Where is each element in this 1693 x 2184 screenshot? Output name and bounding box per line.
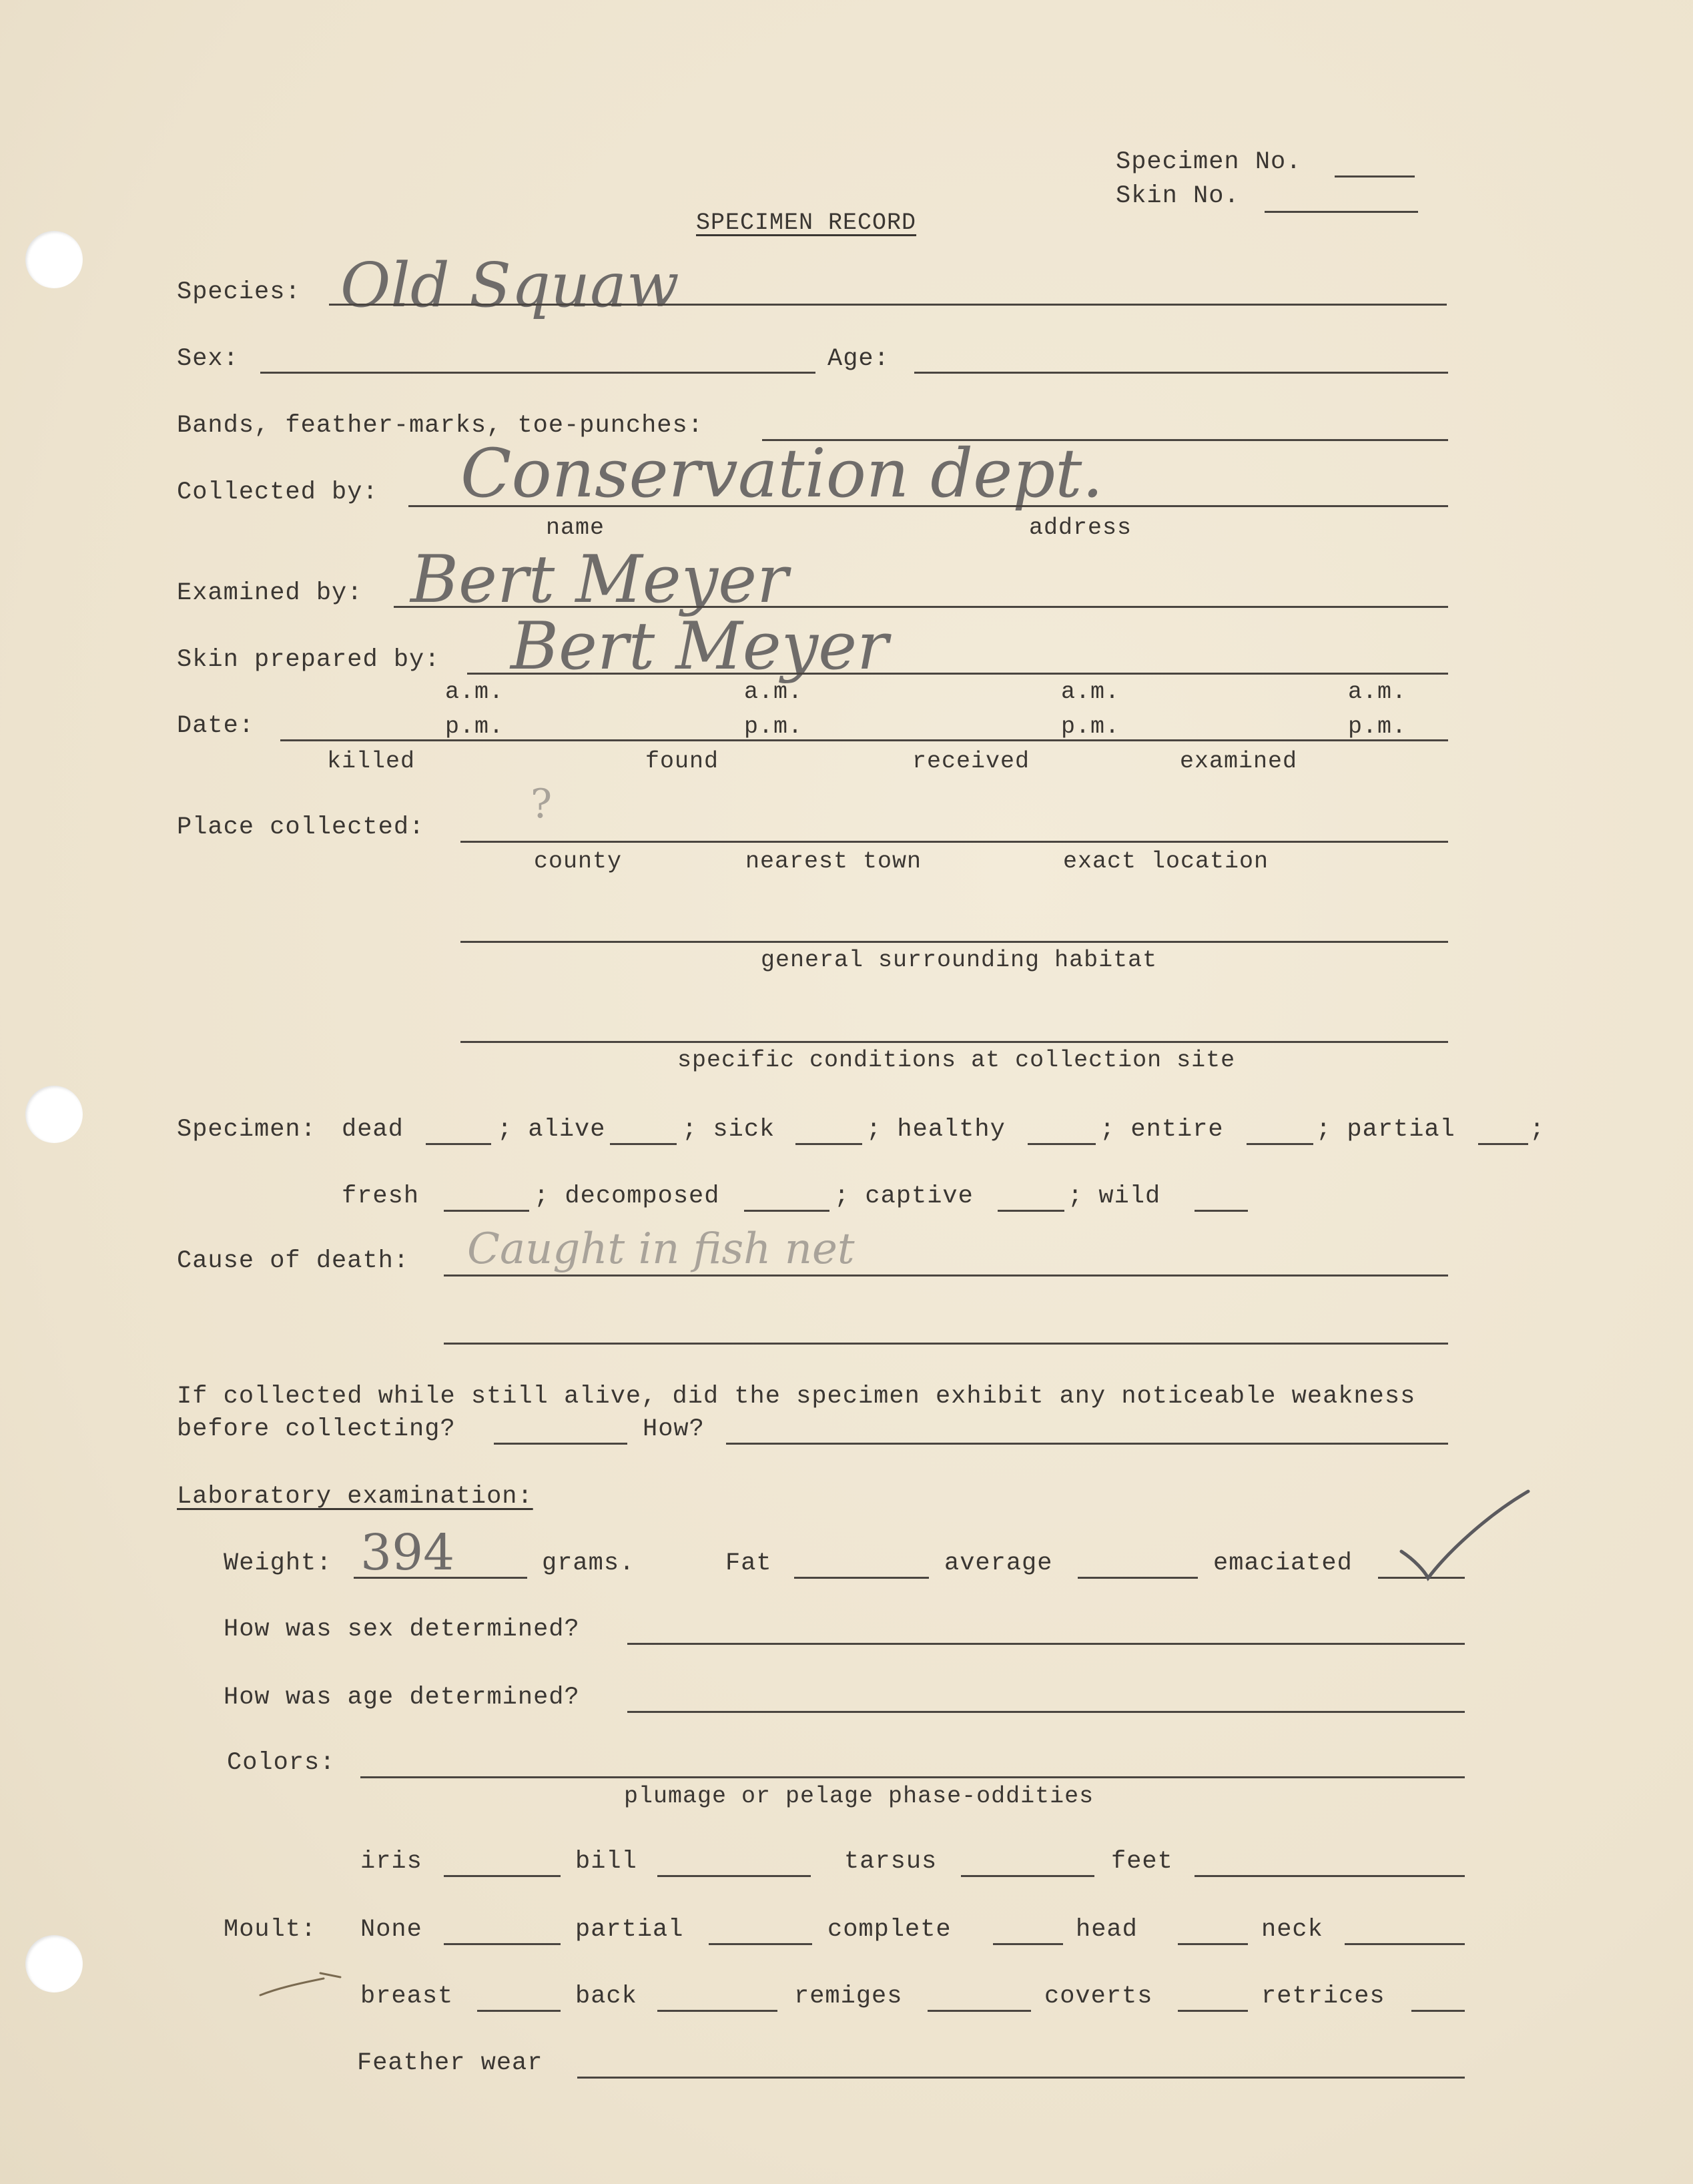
moult-coverts: coverts bbox=[1044, 1982, 1153, 2011]
date-line[interactable] bbox=[280, 739, 1448, 741]
moult-partial-blank[interactable] bbox=[709, 1943, 812, 1945]
sick-blank[interactable] bbox=[795, 1143, 862, 1145]
weight-label: Weight: bbox=[224, 1549, 332, 1577]
emaciated-label: emaciated bbox=[1213, 1549, 1353, 1577]
pencil-tick-icon bbox=[257, 1965, 344, 2005]
age-label: Age: bbox=[827, 345, 890, 373]
specimen-no-line[interactable] bbox=[1335, 175, 1415, 177]
healthy-blank[interactable] bbox=[1028, 1143, 1096, 1145]
sex-determined-line[interactable] bbox=[627, 1643, 1465, 1645]
head-blank[interactable] bbox=[1178, 1943, 1248, 1945]
colors-line[interactable] bbox=[360, 1776, 1465, 1778]
conditions-line[interactable] bbox=[460, 1041, 1448, 1043]
retrices-blank[interactable] bbox=[1411, 2010, 1465, 2012]
moult-head: head bbox=[1076, 1916, 1138, 1944]
place-collected-value: ? bbox=[531, 781, 553, 827]
sex-line[interactable] bbox=[260, 372, 815, 374]
weight-line[interactable] bbox=[354, 1577, 527, 1579]
how-label: How? bbox=[643, 1415, 705, 1443]
specimen-option-healthy: ; healthy bbox=[866, 1116, 1006, 1144]
moult-remiges: remiges bbox=[794, 1982, 903, 2011]
remiges-blank[interactable] bbox=[928, 2010, 1031, 2012]
color-part-bill: bill bbox=[575, 1848, 637, 1876]
conditions-caption: specific conditions at collection site bbox=[677, 1047, 1236, 1074]
collected-by-value: Conservation dept. bbox=[460, 434, 1104, 512]
feet-blank[interactable] bbox=[1195, 1875, 1465, 1877]
moult-retrices: retrices bbox=[1261, 1982, 1385, 2011]
fat-label: Fat bbox=[725, 1549, 772, 1577]
moult-label: Moult: bbox=[224, 1916, 317, 1944]
how-line[interactable] bbox=[726, 1443, 1448, 1445]
specimen-option-dead: dead bbox=[342, 1116, 404, 1144]
examined-by-value: Bert Meyer bbox=[410, 542, 788, 618]
specimen-option-captive: ; captive bbox=[834, 1182, 974, 1210]
collected-by-label: Collected by: bbox=[177, 478, 378, 506]
habitat-caption: general surrounding habitat bbox=[761, 947, 1158, 974]
color-part-tarsus: tarsus bbox=[844, 1848, 938, 1876]
neck-blank[interactable] bbox=[1345, 1943, 1465, 1945]
date-pm-2: p.m. bbox=[744, 713, 803, 740]
color-part-feet: feet bbox=[1111, 1848, 1173, 1876]
skin-no-label: Skin No. bbox=[1116, 182, 1240, 210]
date-caption-received: received bbox=[912, 748, 1030, 775]
feather-wear-label: Feather wear bbox=[357, 2049, 543, 2077]
moult-breast: breast bbox=[360, 1982, 454, 2011]
entire-blank[interactable] bbox=[1247, 1143, 1313, 1145]
complete-blank[interactable] bbox=[993, 1943, 1063, 1945]
date-caption-killed: killed bbox=[327, 748, 416, 775]
cause-of-death-line[interactable] bbox=[444, 1275, 1448, 1277]
date-pm-3: p.m. bbox=[1061, 713, 1120, 740]
date-caption-examined: examined bbox=[1180, 748, 1298, 775]
sex-label: Sex: bbox=[177, 345, 239, 373]
specimen-option-wild: ; wild bbox=[1068, 1182, 1161, 1210]
age-line[interactable] bbox=[914, 372, 1448, 374]
weight-value: 394 bbox=[360, 1524, 455, 1581]
colors-label: Colors: bbox=[227, 1749, 336, 1777]
age-determined-label: How was age determined? bbox=[224, 1684, 580, 1712]
specimen-option-decomposed: ; decomposed bbox=[534, 1182, 720, 1210]
moult-back: back bbox=[575, 1982, 637, 2011]
examined-by-label: Examined by: bbox=[177, 579, 363, 607]
date-am-3: a.m. bbox=[1061, 679, 1120, 705]
species-label: Species: bbox=[177, 278, 301, 306]
alive-question-line2: before collecting? bbox=[177, 1415, 456, 1443]
date-am-2: a.m. bbox=[744, 679, 803, 705]
moult-partial: partial bbox=[575, 1916, 684, 1944]
cause-of-death-label: Cause of death: bbox=[177, 1247, 410, 1275]
breast-blank[interactable] bbox=[477, 2010, 561, 2012]
skin-no-line[interactable] bbox=[1265, 211, 1418, 213]
name-caption: name bbox=[546, 514, 605, 541]
place-caption-exact-location: exact location bbox=[1063, 848, 1269, 875]
bands-label: Bands, feather-marks, toe-punches: bbox=[177, 412, 703, 440]
fat-blank[interactable] bbox=[794, 1577, 929, 1579]
partial-blank[interactable] bbox=[1478, 1143, 1528, 1145]
skin-prepared-label: Skin prepared by: bbox=[177, 646, 440, 674]
bill-blank[interactable] bbox=[657, 1875, 811, 1877]
alive-blank[interactable] bbox=[610, 1143, 677, 1145]
binder-hole-top bbox=[25, 231, 83, 288]
specimen-option-partial: ; partial bbox=[1316, 1116, 1455, 1144]
date-pm-1: p.m. bbox=[445, 713, 504, 740]
cause-of-death-line-2[interactable] bbox=[444, 1343, 1448, 1345]
coverts-blank[interactable] bbox=[1178, 2010, 1248, 2012]
feather-wear-line[interactable] bbox=[577, 2077, 1465, 2079]
alive-question-line1: If collected while still alive, did the specimen exhibit any noticeable weakness bbox=[177, 1383, 1416, 1411]
species-value: Old Squaw bbox=[340, 250, 679, 321]
plumage-caption: plumage or pelage phase-oddities bbox=[624, 1783, 1094, 1810]
partial-semicolon: ; bbox=[1530, 1116, 1546, 1144]
date-caption-found: found bbox=[645, 748, 719, 775]
sex-determined-label: How was sex determined? bbox=[224, 1615, 580, 1644]
species-line[interactable] bbox=[329, 304, 1447, 306]
address-caption: address bbox=[1029, 514, 1132, 541]
iris-blank[interactable] bbox=[444, 1875, 561, 1877]
date-label: Date: bbox=[177, 712, 255, 740]
tarsus-blank[interactable] bbox=[961, 1875, 1094, 1877]
captive-blank[interactable] bbox=[998, 1210, 1064, 1212]
page-title: SPECIMEN RECORD bbox=[696, 210, 917, 236]
specimen-option-fresh: fresh bbox=[342, 1182, 420, 1210]
lab-heading: Laboratory examination: bbox=[177, 1483, 533, 1511]
specimen-label: Specimen: bbox=[177, 1116, 316, 1144]
date-pm-4: p.m. bbox=[1348, 713, 1407, 740]
skin-prepared-value: Bert Meyer bbox=[511, 609, 888, 685]
cause-of-death-value: Caught in fish net bbox=[467, 1224, 855, 1274]
date-am-4: a.m. bbox=[1348, 679, 1407, 705]
specimen-option-sick: ; sick bbox=[682, 1116, 775, 1144]
binder-hole-bottom bbox=[25, 1935, 83, 1992]
dead-blank[interactable] bbox=[426, 1143, 491, 1145]
habitat-line[interactable] bbox=[460, 941, 1448, 943]
specimen-no-label: Specimen No. bbox=[1116, 148, 1302, 176]
weakness-blank[interactable] bbox=[494, 1443, 627, 1445]
date-am-1: a.m. bbox=[445, 679, 504, 705]
moult-none: None bbox=[360, 1916, 422, 1944]
skin-prepared-line[interactable] bbox=[467, 673, 1448, 675]
fresh-blank[interactable] bbox=[444, 1210, 529, 1212]
place-caption-nearest-town: nearest town bbox=[745, 848, 922, 875]
grams-label: grams. bbox=[542, 1549, 635, 1577]
average-blank[interactable] bbox=[1078, 1577, 1198, 1579]
moult-neck: neck bbox=[1261, 1916, 1323, 1944]
binder-hole-middle bbox=[25, 1086, 83, 1143]
none-blank[interactable] bbox=[444, 1943, 561, 1945]
checkmark-icon bbox=[1388, 1481, 1535, 1588]
collected-by-line[interactable] bbox=[408, 505, 1448, 507]
moult-complete: complete bbox=[827, 1916, 952, 1944]
wild-blank[interactable] bbox=[1195, 1210, 1248, 1212]
place-caption-county: county bbox=[534, 848, 623, 875]
back-blank[interactable] bbox=[657, 2010, 777, 2012]
specimen-option-alive: ; alive bbox=[497, 1116, 606, 1144]
examined-by-line[interactable] bbox=[394, 606, 1448, 608]
decomposed-blank[interactable] bbox=[744, 1210, 829, 1212]
place-collected-line[interactable] bbox=[460, 841, 1448, 843]
color-part-iris: iris bbox=[360, 1848, 422, 1876]
place-collected-label: Place collected: bbox=[177, 813, 425, 841]
specimen-option-entire: ; entire bbox=[1100, 1116, 1224, 1144]
average-label: average bbox=[944, 1549, 1053, 1577]
age-determined-line[interactable] bbox=[627, 1711, 1465, 1713]
